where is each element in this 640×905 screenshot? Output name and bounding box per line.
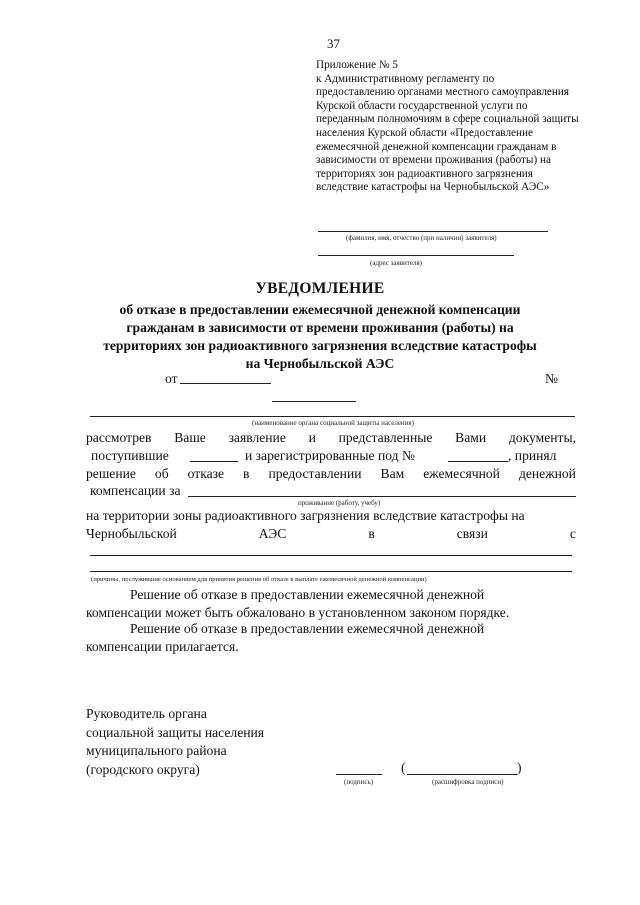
registration-number-line <box>448 461 508 462</box>
signature-line: Руководитель органа <box>86 706 207 721</box>
attached-paragraph: компенсации прилагается. <box>86 639 239 654</box>
appendix-line: Приложение № 5 <box>316 59 398 71</box>
appeal-paragraph: компенсации может быть обжаловано в установленном законом порядке. <box>86 605 510 620</box>
decode-open-paren: ( <box>401 760 406 775</box>
appendix-block <box>316 59 616 195</box>
attached-paragraph: Решение об отказе в предоставлении ежемесячной денежной <box>130 621 485 636</box>
residence-line <box>188 496 576 497</box>
signature-field-line <box>336 774 382 775</box>
appendix-line: переданным полномочиям в сфере социальной защиты <box>316 113 579 126</box>
appendix-line: населения Курской области «Предоставление <box>316 126 533 139</box>
body-line-registered: и зарегистрированные под № <box>245 448 415 463</box>
reasons-line <box>90 555 572 556</box>
appendix-line: Курской области государственной услуги по <box>316 99 528 112</box>
body-line-compensation-for: компенсации за <box>90 483 181 498</box>
decode-close-paren: ) <box>517 760 522 775</box>
signature-line: муниципального района <box>86 743 227 758</box>
body-line: Чернобыльской АЭС в связи с <box>86 526 576 541</box>
signature-caption: (подпись) <box>344 778 374 786</box>
org-caption: (наименование органа социальной защиты населения) <box>252 419 414 427</box>
reasons-line <box>90 571 572 572</box>
body-line-received: поступившие <box>91 448 169 463</box>
number-label: № <box>545 371 558 386</box>
appendix-line: ежемесячной денежной компенсации гражданам в <box>316 140 557 153</box>
body-line: на территории зоны радиоактивного загрязнения вследствие катастрофы на <box>86 508 525 523</box>
date-line <box>180 383 271 384</box>
body-line-accepted: , принял <box>508 448 557 463</box>
applicant-name-line <box>318 231 548 232</box>
applicant-address-line <box>318 255 514 256</box>
notice-title-line: гражданам в зависимости от времени проживания (работы) на <box>126 320 514 335</box>
residence-caption: проживание (работу, учебу) <box>298 499 381 507</box>
appendix-line: к Административному регламенту по <box>316 72 495 85</box>
appendix-line: зависимости от времени проживания (работы) на <box>316 154 551 167</box>
received-date-line <box>190 461 238 462</box>
signature-block <box>86 705 264 779</box>
signature-line: (городского округа) <box>86 761 200 777</box>
body-line: рассмотрев Ваше заявление и представленные Вами документы, <box>86 430 576 445</box>
applicant-name-caption: (фамилия, имя, отчество (при наличии) заявителя) <box>346 234 497 242</box>
notice-title-line: территориях зон радиоактивного загрязнения вследствие катастрофы <box>103 338 537 353</box>
notice-title-line: об отказе в предоставлении ежемесячной денежной компенсации <box>119 302 521 317</box>
date-from-label: от <box>165 371 178 386</box>
applicant-address-caption: (адрес заявителя) <box>370 259 422 267</box>
appendix-line: предоставлению органами местного самоуправления <box>316 86 570 99</box>
reasons-caption: (причины, послужившие основанием для принятия решения об отказе в выплате ежемесячной денежной компенсации) <box>91 576 427 583</box>
number-line <box>272 401 356 402</box>
notice-title-line: на Чернобыльской АЭС <box>245 356 395 371</box>
org-line <box>90 416 575 417</box>
decode-caption: (расшифровка подписи) <box>432 778 504 786</box>
signature-line: социальной защиты населения <box>86 724 265 740</box>
body-line: решение об отказе в предоставлении Вам ежемесячной денежной <box>86 466 576 481</box>
appendix-line: территориях зон радиоактивного загрязнения <box>316 167 533 180</box>
notice-heading: УВЕДОМЛЕНИЕ <box>255 280 385 297</box>
decode-field-line <box>407 774 517 775</box>
page-number: 37 <box>327 36 340 51</box>
appeal-paragraph: Решение об отказе в предоставлении ежемесячной денежной <box>130 587 485 602</box>
appendix-line: вследствие катастрофы на Чернобыльской АЭС» <box>316 181 550 194</box>
